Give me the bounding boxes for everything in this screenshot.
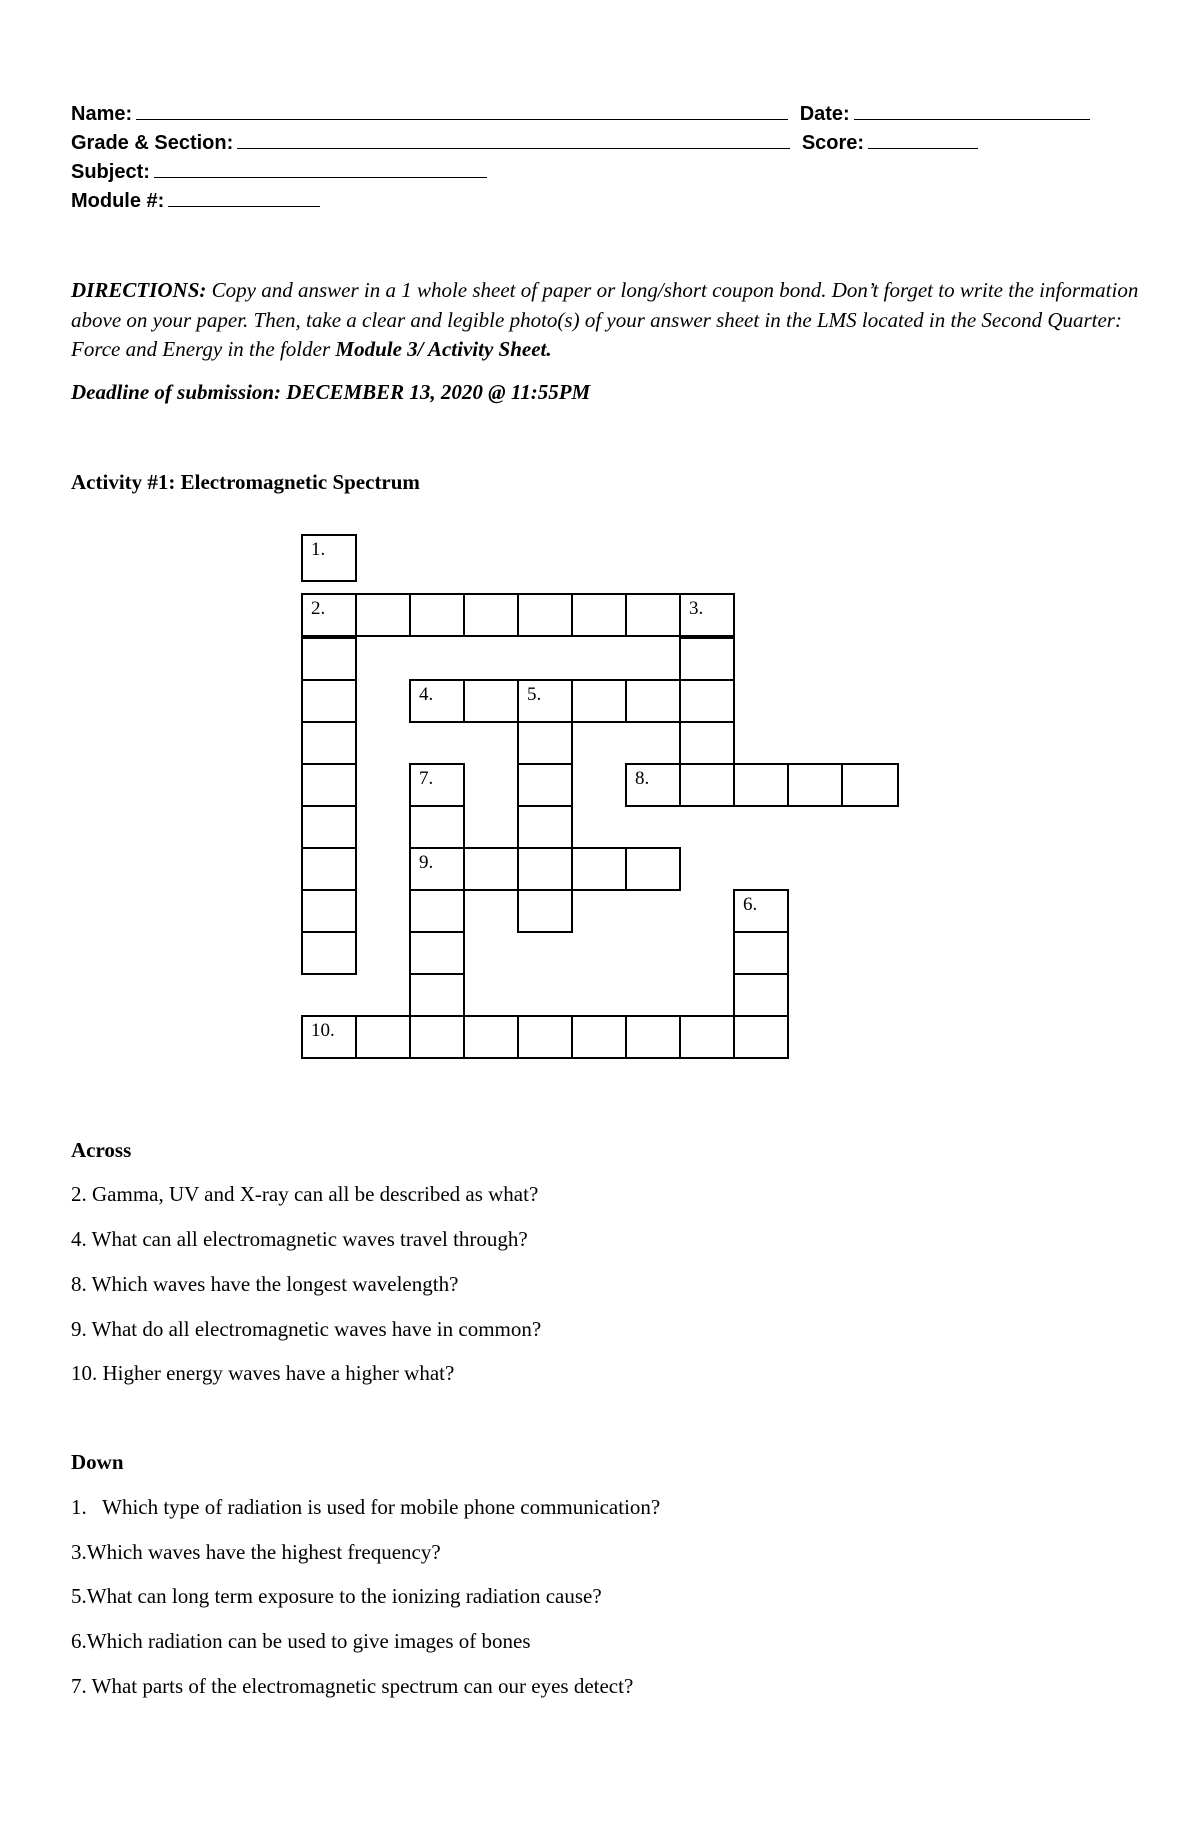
crossword-cell-7[interactable] <box>409 763 465 807</box>
crossword-cell-1[interactable] <box>301 534 357 582</box>
subject-field <box>71 159 487 184</box>
clue-number: 10. <box>311 1020 335 1041</box>
module-label: Module #: <box>71 190 165 212</box>
clue-number: 6. <box>743 894 758 915</box>
crossword-cell[interactable] <box>679 679 735 723</box>
crossword-cell[interactable] <box>517 889 573 933</box>
down-clue-7: 7. What parts of the electromagnetic spectrum can our eyes detect? <box>71 1674 634 1698</box>
crossword-cell[interactable] <box>463 593 519 637</box>
subject-label: Subject: <box>71 161 150 183</box>
crossword-cell[interactable] <box>625 593 681 637</box>
crossword-cell[interactable] <box>517 805 573 849</box>
crossword-cell[interactable] <box>355 593 411 637</box>
crossword-cell[interactable] <box>517 593 573 637</box>
grade-section-field <box>71 130 978 155</box>
crossword-cell[interactable] <box>517 847 573 891</box>
name-label: Name: <box>71 103 133 125</box>
date-label: Date: <box>799 103 850 125</box>
clue-number: 4. <box>419 684 434 705</box>
crossword-cell[interactable] <box>301 721 357 765</box>
crossword-cell-10[interactable] <box>301 1015 357 1059</box>
crossword-cell-2[interactable] <box>301 593 357 637</box>
activity-title: Activity #1: Electromagnetic Spectrum <box>71 470 420 494</box>
crossword-cell[interactable] <box>301 637 357 681</box>
crossword-cell[interactable] <box>463 1015 519 1059</box>
name-field <box>71 101 1090 126</box>
crossword-cell[interactable] <box>571 593 627 637</box>
crossword-cell[interactable] <box>679 1015 735 1059</box>
crossword-cell-3[interactable] <box>679 593 735 637</box>
crossword-cell-5[interactable] <box>517 679 573 723</box>
crossword-cell[interactable] <box>301 889 357 933</box>
crossword-cell[interactable] <box>463 847 519 891</box>
across-clue-2: 2. Gamma, UV and X-ray can all be described as what? <box>71 1182 539 1206</box>
crossword-cell[interactable] <box>409 889 465 933</box>
crossword-cell[interactable] <box>679 721 735 765</box>
crossword-cell[interactable] <box>355 1015 411 1059</box>
crossword-cell[interactable] <box>571 679 627 723</box>
clue-number: 2. <box>311 598 326 619</box>
crossword-cell[interactable] <box>571 1015 627 1059</box>
crossword-cell[interactable] <box>517 1015 573 1059</box>
across-clue-10: 10. Higher energy waves have a higher what? <box>71 1361 455 1385</box>
grade-section-label: Grade & Section: <box>71 132 234 154</box>
crossword-cell-9[interactable] <box>409 847 465 891</box>
crossword-cell[interactable] <box>733 973 789 1017</box>
crossword-cell[interactable] <box>409 973 465 1017</box>
module-line <box>168 188 320 207</box>
name-line <box>136 101 788 120</box>
clue-number: 8. <box>635 768 650 789</box>
crossword-cell-4[interactable] <box>409 679 465 723</box>
crossword-cell[interactable] <box>301 679 357 723</box>
across-clue-9: 9. What do all electromagnetic waves have in common? <box>71 1317 542 1341</box>
down-clue-5: 5.What can long term exposure to the ionizing radiation cause? <box>71 1584 602 1608</box>
across-clue-4: 4. What can all electromagnetic waves travel through? <box>71 1227 528 1251</box>
clue-number: 5. <box>527 684 542 705</box>
crossword-cell[interactable] <box>679 763 735 807</box>
down-clue-6: 6.Which radiation can be used to give images of bones <box>71 1629 531 1653</box>
clue-number: 1. <box>311 539 326 560</box>
across-clue-8: 8. Which waves have the longest wavelength? <box>71 1272 459 1296</box>
crossword-cell[interactable] <box>409 1015 465 1059</box>
crossword-cell[interactable] <box>733 1015 789 1059</box>
crossword-cell[interactable] <box>841 763 899 807</box>
deadline: Deadline of submission: DECEMBER 13, 2020 @ 11:55PM <box>71 380 591 404</box>
crossword-cell[interactable] <box>517 763 573 807</box>
crossword-cell[interactable] <box>625 847 681 891</box>
down-clue-1: 1. Which type of radiation is used for mobile phone communication? <box>71 1495 661 1519</box>
across-title: Across <box>71 1138 132 1162</box>
crossword-cell[interactable] <box>301 931 357 975</box>
crossword-cell[interactable] <box>301 763 357 807</box>
crossword-cell[interactable] <box>409 805 465 849</box>
crossword-cell[interactable] <box>625 1015 681 1059</box>
crossword-cell[interactable] <box>301 847 357 891</box>
score-label: Score: <box>801 132 865 154</box>
crossword-cell[interactable] <box>787 763 843 807</box>
crossword-cell[interactable] <box>301 805 357 849</box>
crossword-cell[interactable] <box>679 637 735 681</box>
module-field <box>71 188 320 213</box>
crossword-cell[interactable] <box>463 679 519 723</box>
directions-folder: Module 3/ Activity Sheet. <box>335 337 552 361</box>
crossword-cell[interactable] <box>625 679 681 723</box>
crossword-cell[interactable] <box>517 721 573 765</box>
clue-number: 3. <box>689 598 704 619</box>
crossword-cell[interactable] <box>733 763 789 807</box>
score-line <box>868 130 978 149</box>
grade-section-line <box>237 130 790 149</box>
subject-line <box>154 159 487 178</box>
clue-number: 7. <box>419 768 434 789</box>
clue-number: 9. <box>419 852 434 873</box>
directions <box>71 276 1146 365</box>
down-clue-3: 3.Which waves have the highest frequency? <box>71 1540 441 1564</box>
crossword-cell-8[interactable] <box>625 763 681 807</box>
crossword-cell[interactable] <box>733 931 789 975</box>
directions-lead: DIRECTIONS: <box>71 278 207 302</box>
crossword-cell[interactable] <box>571 847 627 891</box>
crossword-cell[interactable] <box>409 931 465 975</box>
date-line <box>854 101 1090 120</box>
crossword-cell-6[interactable] <box>733 889 789 933</box>
down-title: Down <box>71 1450 124 1474</box>
crossword-cell[interactable] <box>409 593 465 637</box>
directions-body: Copy and answer in a 1 whole sheet of paper or long/short coupon bond. Don’t forget to write the information above on your paper. Then, take a clear and legible photo(s) of your answer sheet in the LMS located in the Second Quarter: Force and Energy in the folder <box>71 278 1139 361</box>
